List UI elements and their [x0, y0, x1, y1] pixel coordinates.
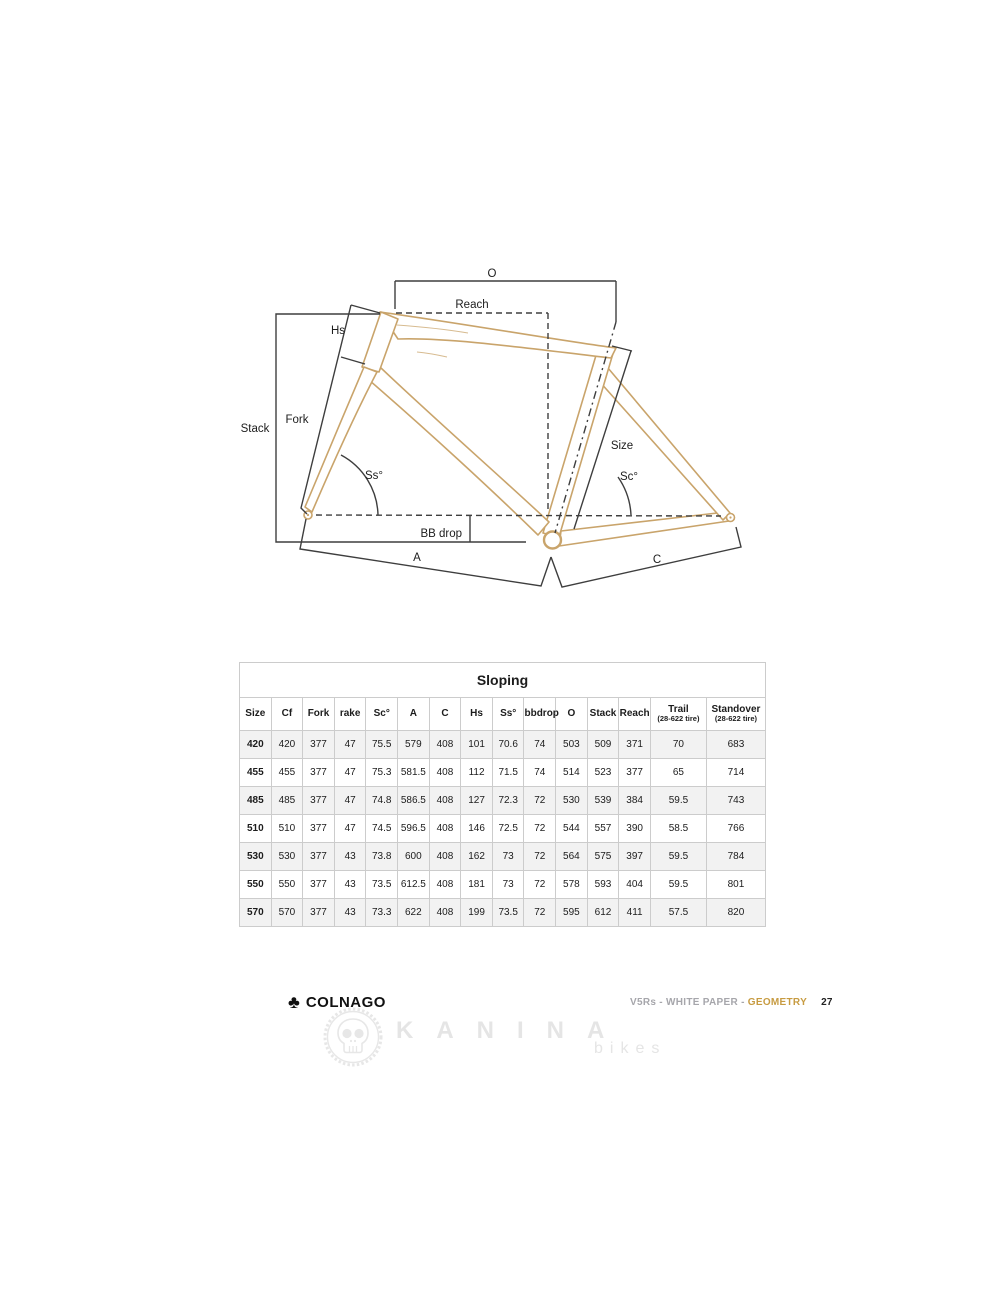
table-cell: 581.5 [398, 759, 430, 787]
table-cell: 72 [524, 871, 556, 899]
table-cell: 75.5 [366, 731, 398, 759]
table-cell: 411 [619, 899, 651, 927]
table-cell: 384 [619, 787, 651, 815]
table-cell: 612.5 [398, 871, 430, 899]
geometry-table [239, 662, 766, 927]
table-row [240, 787, 766, 815]
table-cell: 199 [461, 899, 493, 927]
table-cell: 146 [461, 815, 493, 843]
table-cell: 455 [271, 759, 303, 787]
table-title: Sloping [240, 663, 766, 698]
seat-tube [543, 350, 614, 537]
table-cell: 70.6 [492, 731, 524, 759]
table-cell: 75.3 [366, 759, 398, 787]
table-cell: 408 [429, 871, 461, 899]
table-row [240, 843, 766, 871]
table-header-cell: Standover (28-622 tire) [706, 698, 765, 731]
table-cell: 530 [271, 843, 303, 871]
table-body [240, 731, 766, 927]
table-cell: 570 [240, 899, 272, 927]
table-cell: 377 [303, 843, 335, 871]
table-header-cell: Trail (28-622 tire) [650, 698, 706, 731]
table-cell: 72 [524, 843, 556, 871]
watermark-name: KANINA [396, 1017, 628, 1044]
table-cell: 530 [240, 843, 272, 871]
table-cell: 74 [524, 759, 556, 787]
table-cell: 73 [492, 871, 524, 899]
table-cell: 377 [303, 815, 335, 843]
label-fork: Fork [285, 414, 309, 426]
table-cell: 57.5 [650, 899, 706, 927]
table-row [240, 871, 766, 899]
table-cell: 596.5 [398, 815, 430, 843]
table-cell: 578 [556, 871, 588, 899]
table-cell: 59.5 [650, 787, 706, 815]
table-cell: 59.5 [650, 871, 706, 899]
table-cell: 72 [524, 899, 556, 927]
label-a: A [413, 552, 421, 564]
label-reach: Reach [455, 299, 489, 311]
brand-name: COLNAGO [305, 993, 386, 1011]
table-cell: 564 [556, 843, 588, 871]
footer-brand [288, 993, 386, 1011]
table-cell: 820 [706, 899, 765, 927]
table-cell: 59.5 [650, 843, 706, 871]
chain-stay [559, 512, 729, 546]
table-row [240, 759, 766, 787]
table-cell: 485 [271, 787, 303, 815]
table-cell: 73.8 [366, 843, 398, 871]
table-cell: 127 [461, 787, 493, 815]
bottom-bracket-ring [544, 532, 561, 549]
table-cell: 510 [271, 815, 303, 843]
table-cell: 523 [587, 759, 619, 787]
table-header-cell: Reach [619, 698, 651, 731]
table-cell: 73.3 [366, 899, 398, 927]
table-cell: 43 [334, 871, 366, 899]
table-cell: 371 [619, 731, 651, 759]
table-cell: 73.5 [366, 871, 398, 899]
table-header-cell: bbdrop [524, 698, 556, 731]
table-cell: 377 [303, 731, 335, 759]
table-cell: 70 [650, 731, 706, 759]
table-cell: 557 [587, 815, 619, 843]
label-ss-angle: Ss° [364, 470, 384, 482]
table-cell: 550 [240, 871, 272, 899]
table-header-cell: A [398, 698, 430, 731]
table-cell: 683 [706, 731, 765, 759]
table-cell: 420 [271, 731, 303, 759]
table-cell: 485 [240, 787, 272, 815]
table-cell: 47 [334, 731, 366, 759]
table-header-cell: Hs [461, 698, 493, 731]
table-cell: 43 [334, 843, 366, 871]
table-cell: 73 [492, 843, 524, 871]
table-cell: 47 [334, 815, 366, 843]
table-cell: 65 [650, 759, 706, 787]
table-cell: 743 [706, 787, 765, 815]
table-cell: 530 [556, 787, 588, 815]
table-cell: 71.5 [492, 759, 524, 787]
table-header-row [240, 698, 766, 731]
front-dropout-axle-dot [307, 514, 309, 516]
table-cell: 101 [461, 731, 493, 759]
table-cell: 714 [706, 759, 765, 787]
label-c: C [652, 554, 662, 566]
table-cell: 181 [461, 871, 493, 899]
label-bb-drop: BB drop [420, 528, 462, 540]
table-cell: 112 [461, 759, 493, 787]
table-cell: 408 [429, 899, 461, 927]
cable-detail-line [417, 352, 447, 357]
table-cell: 575 [587, 843, 619, 871]
table-cell: 72 [524, 787, 556, 815]
skull-eye-left [342, 1029, 351, 1038]
table-cell: 162 [461, 843, 493, 871]
label-o: O [487, 268, 497, 280]
table-cell: 72.5 [492, 815, 524, 843]
doc-reference: V5Rs - WHITE PAPER - [630, 997, 748, 1008]
table-cell: 377 [303, 899, 335, 927]
table-cell: 586.5 [398, 787, 430, 815]
table-cell: 600 [398, 843, 430, 871]
table-cell: 539 [587, 787, 619, 815]
table-cell: 612 [587, 899, 619, 927]
skull-nose-dot [350, 1040, 352, 1042]
table-cell: 509 [587, 731, 619, 759]
table-cell: 595 [556, 899, 588, 927]
table-cell: 377 [303, 787, 335, 815]
table-cell: 377 [303, 871, 335, 899]
head-tube [362, 312, 398, 372]
table-cell: 408 [429, 759, 461, 787]
table-cell: 72.3 [492, 787, 524, 815]
geometry-table-section [239, 662, 766, 927]
table-cell: 73.5 [492, 899, 524, 927]
table-title-row [240, 663, 766, 698]
table-cell: 510 [240, 815, 272, 843]
hs-top-tick [351, 305, 380, 313]
table-cell: 570 [271, 899, 303, 927]
table-cell: 408 [429, 843, 461, 871]
table-header-cell: Stack [587, 698, 619, 731]
table-cell: 397 [619, 843, 651, 871]
label-sc-angle: Sc° [619, 471, 639, 483]
colnago-clover-icon: ♣ [288, 992, 300, 1012]
table-header-cell: O [556, 698, 588, 731]
top-tube [380, 312, 616, 358]
table-cell: 408 [429, 787, 461, 815]
table-cell: 593 [587, 871, 619, 899]
table-cell: 47 [334, 787, 366, 815]
table-header-cell: C [429, 698, 461, 731]
table-header-cell: Ss° [492, 698, 524, 731]
bike-frame-drawing [304, 312, 735, 549]
label-size: Size [610, 440, 634, 452]
skull-eye-right [354, 1029, 363, 1038]
table-row [240, 899, 766, 927]
head-angle-arc [341, 455, 378, 515]
table-cell: 74.8 [366, 787, 398, 815]
table-cell: 514 [556, 759, 588, 787]
doc-section: GEOMETRY [747, 997, 808, 1008]
table-header-cell: Cf [271, 698, 303, 731]
table-cell: 408 [429, 815, 461, 843]
footer-doc-info [630, 997, 833, 1008]
fork-blade [305, 367, 377, 512]
table-cell: 408 [429, 731, 461, 759]
table-cell: 544 [556, 815, 588, 843]
table-cell: 404 [619, 871, 651, 899]
gear-circle-icon [325, 1009, 381, 1065]
down-tube [369, 368, 549, 535]
table-cell: 801 [706, 871, 765, 899]
table-cell: 455 [240, 759, 272, 787]
watermark-subtitle: bikes [594, 1040, 667, 1057]
label-hs: Hs [330, 325, 346, 337]
watermark-skull-logo [322, 1006, 384, 1068]
skull-nose-dot [354, 1040, 356, 1042]
table-header-cell: rake [334, 698, 366, 731]
table-cell: 766 [706, 815, 765, 843]
table-cell: 550 [271, 871, 303, 899]
rear-dropout-axle-dot [729, 516, 731, 518]
table-cell: 377 [303, 759, 335, 787]
table-cell: 420 [240, 731, 272, 759]
table-cell: 622 [398, 899, 430, 927]
table-cell: 390 [619, 815, 651, 843]
table-cell: 579 [398, 731, 430, 759]
table-cell: 43 [334, 899, 366, 927]
hs-bottom-tick [341, 357, 365, 364]
table-cell: 503 [556, 731, 588, 759]
axle-horizontal-line [316, 515, 721, 516]
table-cell: 74 [524, 731, 556, 759]
table-cell: 47 [334, 759, 366, 787]
o-dimension-bracket [395, 281, 616, 322]
table-cell: 784 [706, 843, 765, 871]
table-row [240, 815, 766, 843]
skull-teeth [350, 1046, 357, 1052]
table-cell: 58.5 [650, 815, 706, 843]
label-stack: Stack [240, 423, 270, 435]
table-cell: 74.5 [366, 815, 398, 843]
table-header-cell: Sc° [366, 698, 398, 731]
table-row [240, 731, 766, 759]
table-cell: 377 [619, 759, 651, 787]
page-number: 27 [821, 997, 833, 1008]
table-cell: 72 [524, 815, 556, 843]
table-header-cell: Fork [303, 698, 335, 731]
table-header-cell: Size [240, 698, 272, 731]
